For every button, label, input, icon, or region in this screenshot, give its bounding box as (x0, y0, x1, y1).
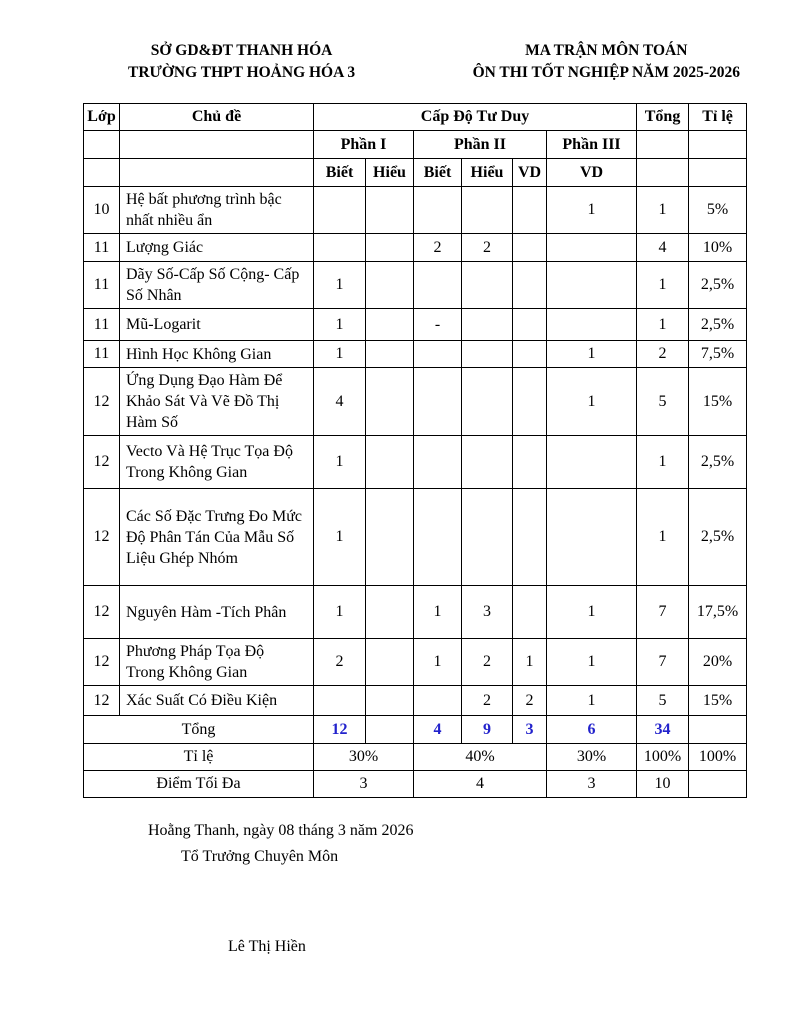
cell-value: 1 (314, 436, 366, 489)
cell-total: 1 (637, 187, 689, 234)
cell-grade: 11 (84, 341, 120, 368)
cell-value: 1 (547, 586, 637, 639)
cell-ratio: 2,5% (689, 489, 747, 586)
cell-ratio: 17,5% (689, 586, 747, 639)
cell-total: 5 (637, 686, 689, 716)
table-row (84, 234, 747, 262)
cell-total: 4 (637, 234, 689, 262)
cell-value: 1 (547, 368, 637, 436)
summary-ratio-row (84, 744, 747, 771)
summary-maxscore-part3: 3 (547, 771, 637, 798)
subcol-biet-1: Biết (314, 159, 366, 187)
table-row (84, 639, 747, 686)
cell-topic: Hình Học Không Gian (120, 341, 314, 368)
cell-value (366, 234, 414, 262)
summary-maxscore-total: 10 (637, 771, 689, 798)
cell-value (414, 341, 462, 368)
cell-grade: 12 (84, 639, 120, 686)
summary-ratio-overall: 100% (689, 744, 747, 771)
cell-value (513, 309, 547, 341)
table-row (84, 436, 747, 489)
empty-cell (84, 159, 120, 187)
cell-value: 2 (462, 639, 513, 686)
cell-total: 7 (637, 639, 689, 686)
cell-value (366, 262, 414, 309)
cell-topic: Hệ bất phương trình bậc nhất nhiều ẩn (120, 187, 314, 234)
cell-value (513, 234, 547, 262)
table-row (84, 309, 747, 341)
cell-value (513, 341, 547, 368)
cell-topic: Ứng Dụng Đạo Hàm Để Khảo Sát Và Vẽ Đồ Thị Hàm Số (120, 368, 314, 436)
cell-value (366, 341, 414, 368)
cell-topic: Phương Pháp Tọa Độ Trong Không Gian (120, 639, 314, 686)
cell-value (547, 262, 637, 309)
table-row (84, 341, 747, 368)
cell-value (462, 262, 513, 309)
cell-total: 7 (637, 586, 689, 639)
cell-value (547, 436, 637, 489)
cell-topic: Dãy Số-Cấp Số Cộng- Cấp Số Nhân (120, 262, 314, 309)
summary-ratio-part3: 30% (547, 744, 637, 771)
cell-grade: 12 (84, 586, 120, 639)
cell-grade: 10 (84, 187, 120, 234)
col-header-phan2: Phần II (414, 131, 547, 159)
cell-value (513, 586, 547, 639)
cell-total: 1 (637, 309, 689, 341)
table-header-row-3 (84, 159, 747, 187)
cell-value: 1 (414, 639, 462, 686)
col-header-phan3: Phần III (547, 131, 637, 159)
cell-value: 1 (547, 341, 637, 368)
cell-topic: Lượng Giác (120, 234, 314, 262)
summary-maxscore-label: Điểm Tối Đa (84, 771, 314, 798)
col-header-lop: Lớp (84, 104, 120, 131)
table-row (84, 489, 747, 586)
summary-value: 6 (547, 716, 637, 744)
col-header-capdo: Cấp Độ Tư Duy (314, 104, 637, 131)
cell-value (366, 368, 414, 436)
department-name: SỞ GD&ĐT THANH HÓA (150, 42, 333, 59)
cell-value (366, 309, 414, 341)
signature-place-date: Hoằng Thanh, ngày 08 tháng 3 năm 2026 (148, 822, 414, 839)
cell-grade: 12 (84, 436, 120, 489)
cell-value (547, 309, 637, 341)
signature-title: Tổ Trưởng Chuyên Môn (181, 848, 339, 865)
cell-value (462, 436, 513, 489)
signature-block (0, 818, 792, 960)
table-header-row-1 (84, 104, 747, 131)
cell-value (462, 341, 513, 368)
cell-grade: 11 (84, 309, 120, 341)
cell-value: 1 (414, 586, 462, 639)
cell-value (414, 368, 462, 436)
summary-maxscore-part2: 4 (414, 771, 547, 798)
summary-maxscore-row (84, 771, 747, 798)
empty-cell (637, 131, 689, 159)
cell-ratio: 20% (689, 639, 747, 686)
empty-cell (120, 159, 314, 187)
cell-value: 1 (547, 686, 637, 716)
cell-value (366, 686, 414, 716)
summary-ratio-total: 100% (637, 744, 689, 771)
cell-value (366, 639, 414, 686)
cell-value (414, 489, 462, 586)
cell-value (462, 309, 513, 341)
signature-name: Lê Thị Hiền (228, 938, 306, 955)
cell-total: 2 (637, 341, 689, 368)
cell-value (513, 262, 547, 309)
summary-ratio-part2: 40% (414, 744, 547, 771)
cell-total: 1 (637, 262, 689, 309)
cell-total: 1 (637, 436, 689, 489)
cell-grade: 12 (84, 368, 120, 436)
summary-value: 9 (462, 716, 513, 744)
cell-grade: 11 (84, 234, 120, 262)
cell-topic: Các Số Đặc Trưng Đo Mức Độ Phân Tán Của Mẫu Số Liệu Ghép Nhóm (120, 489, 314, 586)
summary-maxscore-part1: 3 (314, 771, 414, 798)
cell-value (513, 368, 547, 436)
cell-ratio: 10% (689, 234, 747, 262)
empty-cell (689, 131, 747, 159)
cell-ratio: 2,5% (689, 436, 747, 489)
cell-value: 1 (314, 262, 366, 309)
cell-value (414, 686, 462, 716)
cell-value (366, 436, 414, 489)
cell-value: 2 (462, 234, 513, 262)
cell-value: 1 (513, 639, 547, 686)
cell-value (513, 187, 547, 234)
cell-topic: Mũ-Logarit (120, 309, 314, 341)
table-row (84, 586, 747, 639)
cell-value (462, 187, 513, 234)
cell-value (314, 187, 366, 234)
doc-title-block (473, 40, 740, 84)
cell-total: 1 (637, 489, 689, 586)
cell-grade: 12 (84, 686, 120, 716)
table-row (84, 686, 747, 716)
cell-value (366, 187, 414, 234)
cell-value: 2 (462, 686, 513, 716)
cell-ratio: 15% (689, 368, 747, 436)
col-header-chude: Chủ đề (120, 104, 314, 131)
cell-ratio: 5% (689, 187, 747, 234)
matrix-table (83, 103, 747, 798)
cell-value: 1 (547, 187, 637, 234)
cell-value: 1 (314, 341, 366, 368)
empty-cell (120, 131, 314, 159)
cell-value (414, 262, 462, 309)
col-header-phan1: Phần I (314, 131, 414, 159)
doc-subtitle: ÔN THI TỐT NGHIỆP NĂM 2025-2026 (472, 64, 740, 81)
cell-grade: 12 (84, 489, 120, 586)
cell-value: 2 (513, 686, 547, 716)
cell-total: 5 (637, 368, 689, 436)
school-name: TRƯỜNG THPT HOẢNG HÓA 3 (128, 64, 356, 81)
empty-cell (84, 131, 120, 159)
subcol-vd-3: VD (547, 159, 637, 187)
cell-value (314, 686, 366, 716)
summary-ratio-part1: 30% (314, 744, 414, 771)
doc-title: MA TRẬN MÔN TOÁN (525, 42, 688, 59)
summary-ratio-label: Tỉ lệ (84, 744, 314, 771)
cell-value: 2 (414, 234, 462, 262)
summary-value: 3 (513, 716, 547, 744)
table-row (84, 368, 747, 436)
cell-value (547, 489, 637, 586)
school-header (128, 40, 355, 84)
cell-value (366, 489, 414, 586)
subcol-vd-2: VD (513, 159, 547, 187)
cell-ratio: 2,5% (689, 262, 747, 309)
summary-value: 12 (314, 716, 366, 744)
col-header-tong: Tổng (637, 104, 689, 131)
cell-value (462, 489, 513, 586)
table-header-row-2 (84, 131, 747, 159)
document-header (0, 0, 792, 84)
cell-value: 1 (314, 309, 366, 341)
cell-value: 4 (314, 368, 366, 436)
cell-value (414, 436, 462, 489)
empty-cell (637, 159, 689, 187)
cell-value: - (414, 309, 462, 341)
summary-value (689, 716, 747, 744)
cell-value (314, 234, 366, 262)
cell-grade: 11 (84, 262, 120, 309)
summary-value: 4 (414, 716, 462, 744)
cell-value (414, 187, 462, 234)
subcol-biet-2: Biết (414, 159, 462, 187)
empty-cell (689, 159, 747, 187)
cell-value (513, 489, 547, 586)
cell-value: 2 (314, 639, 366, 686)
summary-total-row (84, 716, 747, 744)
cell-value: 1 (314, 489, 366, 586)
col-header-tile: Tỉ lệ (689, 104, 747, 131)
subcol-hieu-2: Hiểu (462, 159, 513, 187)
cell-value (462, 368, 513, 436)
table-row (84, 262, 747, 309)
cell-value (513, 436, 547, 489)
subcol-hieu-1: Hiểu (366, 159, 414, 187)
table-row (84, 187, 747, 234)
summary-value (366, 716, 414, 744)
cell-topic: Xác Suất Có Điều Kiện (120, 686, 314, 716)
summary-value (689, 771, 747, 798)
cell-value: 1 (314, 586, 366, 639)
cell-ratio: 7,5% (689, 341, 747, 368)
summary-grand-total: 34 (637, 716, 689, 744)
cell-value: 3 (462, 586, 513, 639)
summary-total-label: Tổng (84, 716, 314, 744)
cell-ratio: 2,5% (689, 309, 747, 341)
cell-value: 1 (547, 639, 637, 686)
cell-value (366, 586, 414, 639)
cell-value (547, 234, 637, 262)
cell-ratio: 15% (689, 686, 747, 716)
cell-topic: Vecto Và Hệ Trục Tọa Độ Trong Không Gian (120, 436, 314, 489)
cell-topic: Nguyên Hàm -Tích Phân (120, 586, 314, 639)
